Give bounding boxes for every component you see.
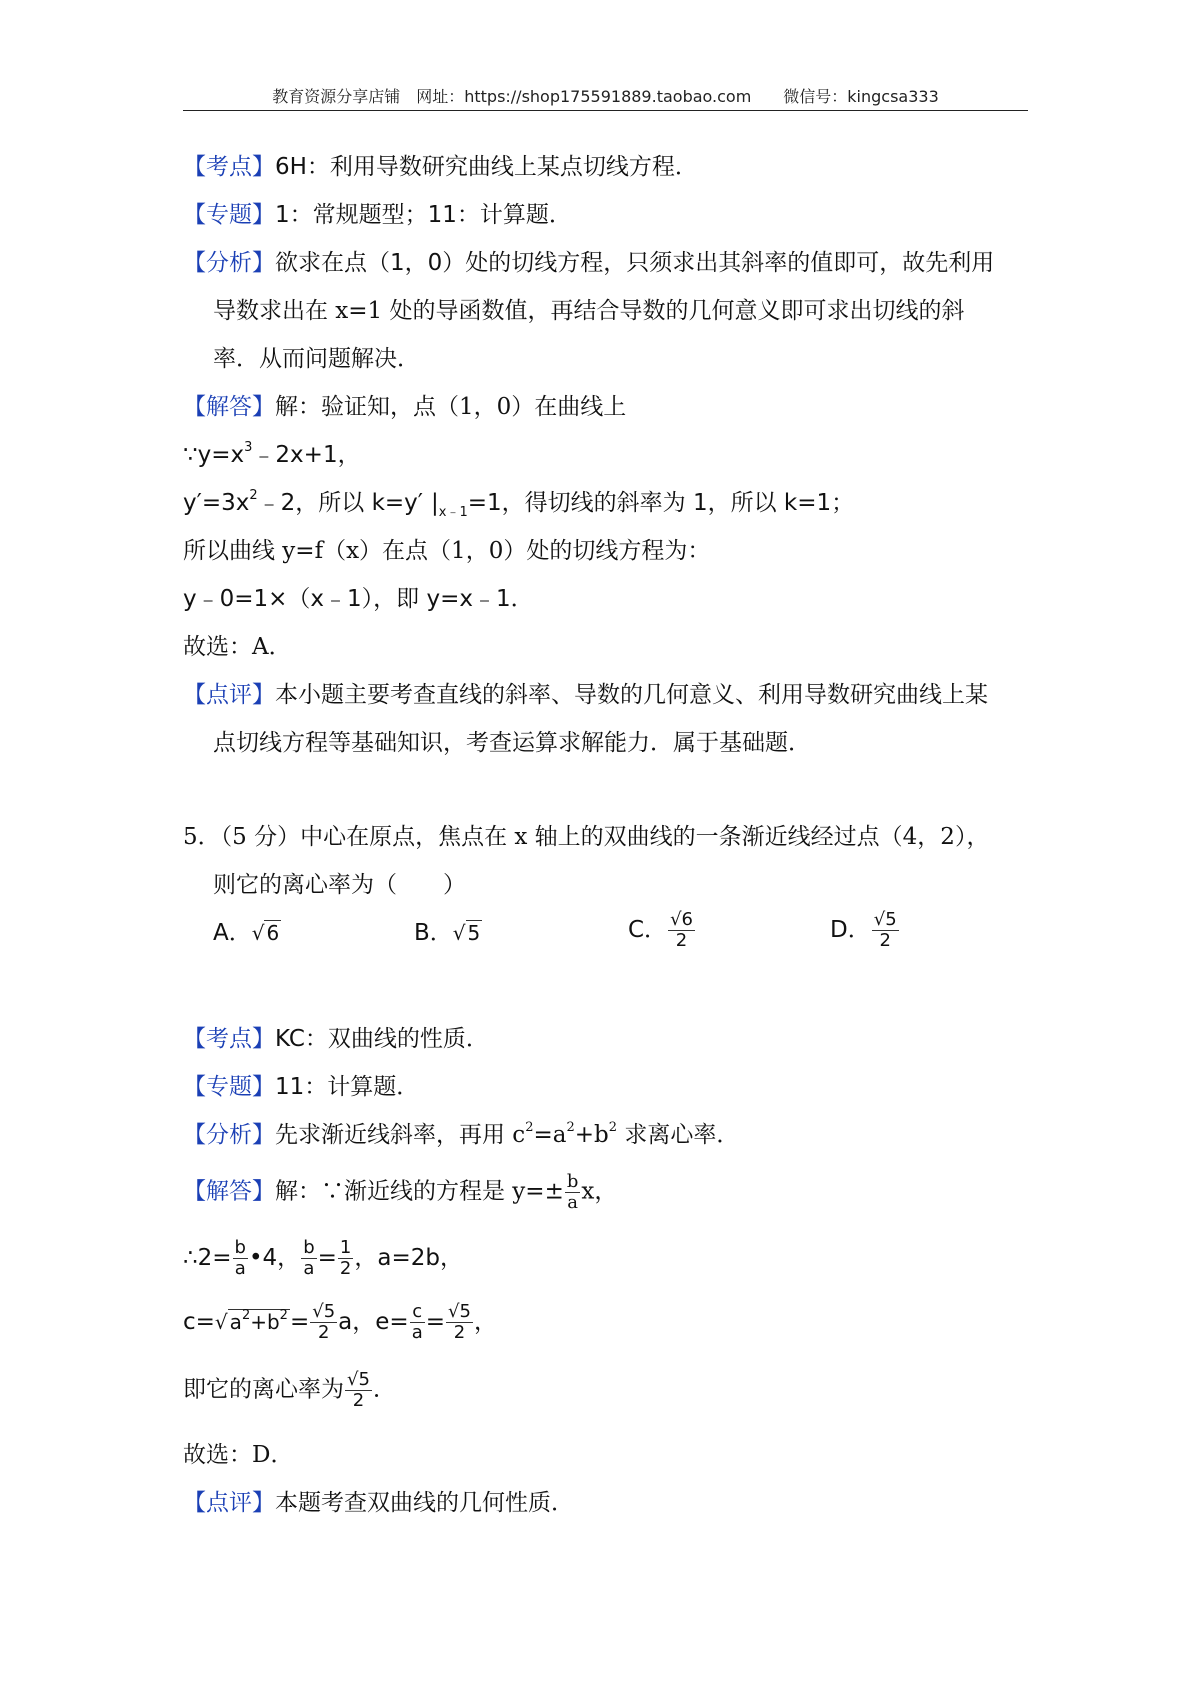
- q4-step-5: y﹣0=1×（x﹣1），即 y=x﹣1．: [183, 586, 534, 612]
- zhuanti-tag: 【专题】: [183, 1074, 275, 1100]
- q4-dianping-2: 点切线方程等基础知识，考查运算求解能力．属于基础题．: [213, 730, 811, 756]
- kaodian-tag: 【考点】: [183, 1026, 275, 1052]
- q4-step-4: 所以曲线 y=f（x）在点（1，0）处的切线方程为：: [183, 538, 711, 564]
- option-b: B．√ 5: [414, 920, 481, 946]
- dianping-tag: 【点评】: [183, 1490, 275, 1516]
- q5-zhuanti: 【专题】11：计算题．: [183, 1074, 420, 1100]
- jieda-tag: 【解答】: [183, 1178, 275, 1205]
- q5-stem-2: 则它的离心率为（ ）: [213, 872, 466, 898]
- q4-jieda: 【解答】解：验证知，点（1，0）在曲线上: [183, 394, 627, 420]
- q5-step-4: 即它的离心率为 $\frac{√5}{2}$ ．: [183, 1369, 396, 1411]
- q5-answer: 故选：D．: [183, 1442, 294, 1468]
- dianping-tag: 【点评】: [183, 682, 275, 708]
- q5-step-3: c=√ $a^2+b^2=$ $\frac{√5}{2}$ a，e= $\frac{c}{a}$ = $\frac{√5}{2}$ ，: [183, 1301, 497, 1343]
- q4-step-2: $\because y=x^3﹣2x+1$，: [183, 440, 361, 468]
- q4-zhuanti: 【专题】1：常规题型；11：计算题．: [183, 202, 572, 228]
- q5-fenxi: 【分析】先求渐近线斜率，再用 $c^2=a^2+b^2$ 求离心率．: [183, 1120, 740, 1148]
- q5-kaodian: 【考点】KC：双曲线的性质．: [183, 1026, 489, 1052]
- q4-fenxi-3: 率．从而问题解决．: [213, 346, 420, 372]
- q4-step-3: $y'=3x^2﹣2$，所以 k=y′ $|_{x﹣1}=1$，得切线的斜率为 1，所以 k=1；: [183, 488, 855, 520]
- page-header: 教育资源分享店铺 网址：https://shop175591889.taobao.com 微信号：kingcsa333: [272, 87, 939, 106]
- q4-fenxi-1: 【分析】欲求在点（1，0）处的切线方程，只须求出其斜率的值即可，故先利用: [183, 250, 995, 276]
- jieda-tag: 【解答】: [183, 394, 275, 420]
- q5-dianping: 【点评】本题考查双曲线的几何性质．: [183, 1490, 574, 1516]
- kaodian-tag: 【考点】: [183, 154, 275, 180]
- q5-step-2: ∴2= $\frac{b}{a}$ •4， $\frac{b}{a}$ = $\frac{1}{2}$ ，a=2b，: [183, 1237, 463, 1279]
- q5-jieda: 【解答】解：∵渐近线的方程是 y=± $\frac{b}{a}$ x，: [183, 1171, 618, 1213]
- fenxi-tag: 【分析】: [183, 1122, 275, 1148]
- q4-dianping-1: 【点评】本小题主要考查直线的斜率、导数的几何意义、利用导数研究曲线上某: [183, 682, 988, 708]
- option-d: D． $\frac{√5}{2}$: [830, 909, 897, 951]
- option-a: A．√ 6: [213, 920, 280, 946]
- q5-stem-1: 5．（5 分）中心在原点，焦点在 x 轴上的双曲线的一条渐近线经过点（4，2），: [183, 824, 990, 850]
- zhuanti-tag: 【专题】: [183, 202, 275, 228]
- fenxi-tag: 【分析】: [183, 250, 275, 276]
- header-rule: [183, 110, 1028, 111]
- q4-fenxi-2: 导数求出在 x=1 处的导函数值，再结合导数的几何意义即可求出切线的斜: [213, 298, 965, 324]
- q4-kaodian: 【考点】6H：利用导数研究曲线上某点切线方程．: [183, 154, 698, 180]
- option-c: C． $\frac{√6}{2}$: [628, 909, 693, 951]
- q4-answer: 故选：A．: [183, 634, 292, 660]
